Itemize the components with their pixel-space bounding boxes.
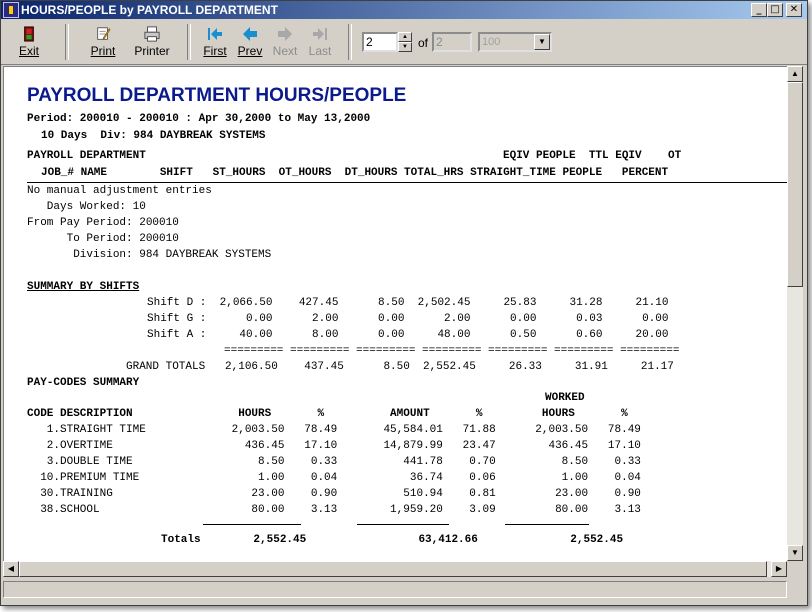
totals-rule (357, 524, 449, 525)
vertical-scrollbar[interactable] (787, 66, 803, 561)
scrollbar-corner (787, 561, 803, 577)
prev-arrow-icon (241, 26, 259, 42)
last-page-button[interactable] (305, 22, 335, 62)
exit-label: Exit (18, 44, 39, 58)
scroll-up-icon[interactable]: ▲ (787, 66, 803, 82)
header-rule (27, 182, 788, 183)
info-line: To Period: 200010 (27, 233, 179, 245)
column-headers: JOB_# NAME SHIFT ST_HOURS OT_HOURS DT_HOURS TOTAL_HRS STRAIGHT_TIME PEOPLE PERCENT (41, 167, 669, 179)
page-total-field: 2 (432, 32, 472, 52)
first-page-button[interactable] (199, 22, 231, 62)
period-line: Period: 200010 - 200010 : Apr 30,2000 to May 13,2000 (27, 113, 371, 125)
printer-icon (142, 26, 162, 42)
zoom-select[interactable] (478, 32, 552, 52)
toolbar-separator (348, 24, 352, 60)
vertical-scroll-thumb[interactable] (787, 82, 803, 287)
paycode-row: 3.DOUBLE TIME 8.50 0.33 441.78 0.70 8.50 0.33 (27, 456, 641, 468)
exit-door-icon (22, 26, 36, 42)
column-header-top: EQIV PEOPLE TTL EQIV OT (503, 150, 682, 162)
print-button[interactable] (85, 22, 121, 62)
next-page-button[interactable] (269, 22, 301, 62)
paycode-row: 10.PREMIUM TIME 1.00 0.04 36.74 0.06 1.00 0.04 (27, 472, 641, 484)
totals-rule (203, 524, 301, 525)
prev-label: Prev (237, 44, 263, 58)
prev-page-button[interactable] (235, 22, 265, 62)
scroll-down-icon[interactable]: ▼ (787, 545, 803, 561)
paycode-row: 38.SCHOOL 80.00 3.13 1,959.20 3.09 80.00 3.13 (27, 504, 641, 516)
totals-rule (505, 524, 589, 525)
department-header: PAYROLL DEPARTMENT (27, 150, 146, 162)
grand-totals-row: GRAND TOTALS 2,106.50 437.45 8.50 2,552.45 26.33 31.91 21.17 (126, 361, 674, 373)
print-label: Print (90, 44, 116, 58)
report-title: PAYROLL DEPARTMENT HOURS/PEOPLE (27, 85, 407, 106)
equals-separator: ========= ========= ========= ========= ========= ========= ========= (224, 345, 680, 357)
first-arrow-icon (206, 26, 224, 42)
printer-button[interactable] (129, 22, 175, 62)
shift-row: Shift A : 40.00 8.00 0.00 48.00 0.50 0.60 20.00 (147, 329, 669, 341)
page-spinner[interactable] (398, 32, 412, 52)
info-line: Days Worked: 10 (27, 201, 146, 213)
of-label: of (418, 36, 429, 50)
shift-row: Shift G : 0.00 2.00 0.00 2.00 0.00 0.03 0.00 (147, 313, 669, 325)
toolbar-separator (187, 24, 191, 60)
printer-label: Printer (134, 44, 170, 58)
scroll-right-icon[interactable]: ▶ (771, 561, 787, 577)
spin-down-icon[interactable]: ▼ (398, 42, 412, 52)
paycode-row: 30.TRAINING 23.00 0.90 510.94 0.81 23.00 0.90 (27, 488, 641, 500)
print-pen-icon (94, 26, 112, 42)
paycode-row: 2.OVERTIME 436.45 17.10 14,879.99 23.47 436.45 17.10 (27, 440, 641, 452)
close-button[interactable]: ✕ (786, 3, 802, 17)
title-bar[interactable] (1, 1, 807, 19)
minimize-button[interactable]: _ (751, 3, 767, 17)
info-line: From Pay Period: 200010 (27, 217, 179, 229)
first-label: First (203, 44, 227, 58)
zoom-value: 100 (482, 36, 501, 48)
paycode-row: 1.STRAIGHT TIME 2,003.50 78.49 45,584.01 71.88 2,003.50 78.49 (27, 424, 641, 436)
toolbar-separator (65, 24, 69, 60)
chevron-down-icon[interactable]: ▼ (534, 34, 550, 50)
status-bar (1, 579, 807, 601)
page-number-input[interactable]: 2 (362, 32, 398, 52)
worked-label: WORKED (545, 392, 585, 404)
shift-row: Shift D : 2,066.50 427.45 8.50 2,502.45 25.83 31.28 21.10 (147, 297, 669, 309)
spin-up-icon[interactable]: ▲ (398, 32, 412, 42)
paycode-headers: CODE DESCRIPTION HOURS % AMOUNT % HOURS % (27, 408, 628, 420)
horizontal-scrollbar[interactable] (3, 561, 787, 577)
paycodes-heading: PAY-CODES SUMMARY (27, 377, 140, 389)
window-title: HOURS/PEOPLE by PAYROLL DEPARTMENT (21, 3, 278, 17)
info-line: No manual adjustment entries (27, 185, 212, 197)
app-icon (3, 2, 19, 18)
scroll-left-icon[interactable]: ◀ (3, 561, 19, 577)
totals-row: Totals 2,552.45 63,412.66 2,552.45 (161, 534, 624, 546)
status-panel (3, 581, 787, 598)
days-division-line: 10 Days Div: 984 DAYBREAK SYSTEMS (41, 130, 266, 142)
info-line: Division: 984 DAYBREAK SYSTEMS (27, 249, 272, 261)
report-viewer (3, 66, 788, 562)
exit-button[interactable] (13, 22, 45, 62)
last-arrow-icon (311, 26, 329, 42)
maximize-button[interactable]: □ (767, 3, 783, 17)
next-arrow-icon (276, 26, 294, 42)
last-label: Last (308, 44, 332, 58)
horizontal-scroll-thumb[interactable] (19, 561, 767, 577)
summary-heading: SUMMARY BY SHIFTS (27, 281, 140, 293)
next-label: Next (272, 44, 298, 58)
